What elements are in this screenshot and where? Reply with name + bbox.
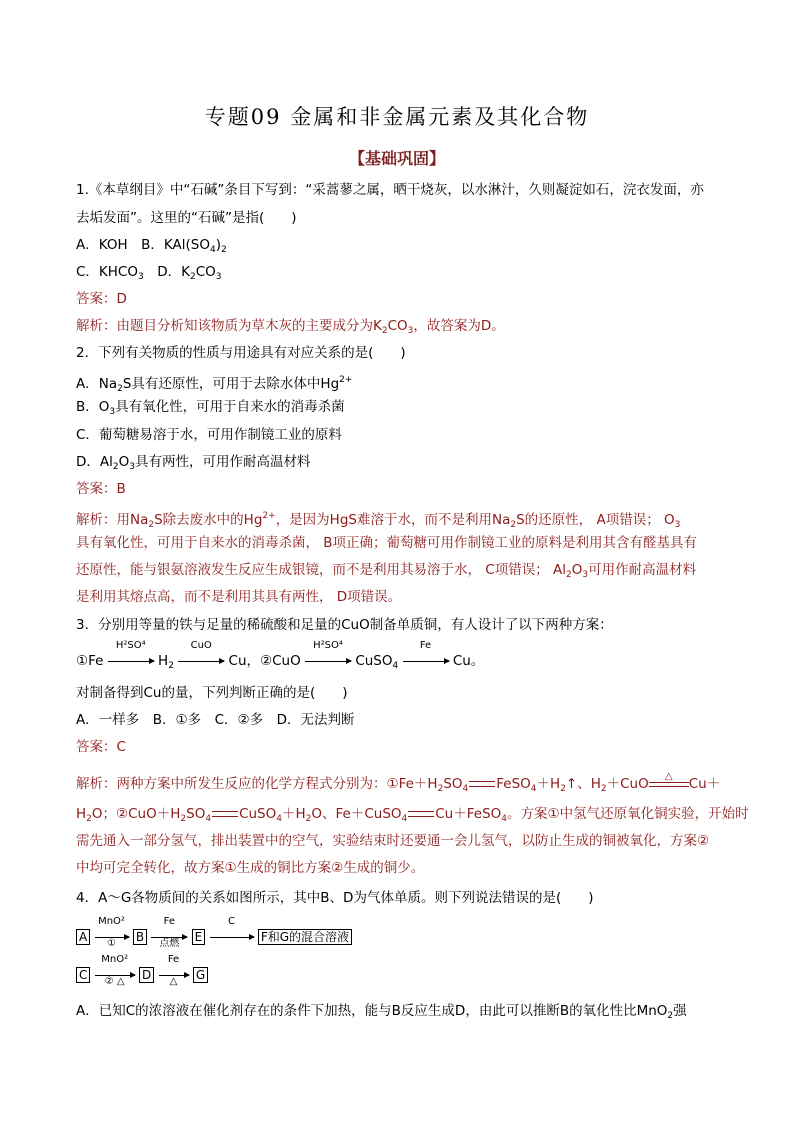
q2-option-b: B．$O_3$具有氧化性，可用于自来水的消毒杀菌 — [76, 399, 345, 417]
q3-options: A．一样多 B．①多 C．②多 D．无法判断 — [76, 712, 355, 728]
q2-answer: 答案：B — [76, 481, 126, 497]
q1-answer: 答案：D — [76, 291, 127, 307]
q4-option-a: A．已知C的浓溶液在催化剂存在的条件下加热，能与B反应生成D，由此可以推断B的氧化性比MnO$_2$强 — [76, 1003, 687, 1021]
q2-stem: 2．下列有关物质的性质与用途具有对应关系的是( ) — [76, 345, 406, 361]
section-heading: 【基础巩固】 — [348, 149, 445, 168]
node-b: B — [133, 929, 147, 945]
q2-explanation-line4: 是利用其熔点高，而不是利用其具有两性， D项错误。 — [76, 589, 402, 605]
q4-diagram-row1 — [76, 916, 352, 949]
reaction-arrow: H²SO⁴ — [305, 652, 351, 670]
node-g: G — [193, 967, 208, 983]
q4-diagram-row2 — [76, 954, 208, 987]
q1-stem-line2: 去垢发面”。这里的“石碱”是指( ) — [76, 210, 297, 226]
node-e: E — [192, 929, 206, 945]
reaction-arrow: CuO — [178, 652, 224, 670]
q1-explanation: 解析：由题目分析知该物质为草木灰的主要成分为$K_2CO_3$，故答案为D。 — [76, 318, 505, 336]
q3-explanation-line2: $H_2O$；$②CuO+H_2SO_4$ $CuSO_4+H_2O$、Fe＋CuSO$_4$ Cu＋FeSO$_4$。方案①中氢气还原氧化铜实验，开始时 — [76, 806, 749, 824]
page-title: 专题09 金属和非金属元素及其化合物 — [204, 105, 590, 129]
q2-explanation-line2: 具有氧化性，可用于自来水的消毒杀菌， B项正确；葡萄糖可用作制镜工业的原料是利用其含有醛基具有 — [76, 535, 698, 551]
reaction-arrow: MnO² ① — [95, 928, 129, 946]
q1-options-cd: C．$KHCO_3$ D．$K_2CO_3$ — [76, 264, 222, 282]
q1-stem-line1: 1.《本草纲目》中“石碱”条目下写到：“采蒿蓼之属，晒干烧灰，以水淋汁，久则凝淀如石，浣衣发面，亦 — [76, 182, 704, 198]
node-c: C — [76, 967, 90, 983]
reaction-arrow: MnO² ② △ — [95, 966, 135, 984]
node-d: D — [139, 967, 154, 983]
q3-judge: 对制备得到Cu的量，下列判断正确的是( ) — [76, 685, 348, 701]
reaction-arrow: H²SO⁴ — [108, 652, 154, 670]
q2-explanation-line1: 解析：用$Na_2S$除去废水中的$Hg^{2+}$，是因为HgS难溶于水，而不是利用$Na_2S$的还原性， A项错误； $O_3$ — [76, 511, 681, 530]
node-a: A — [76, 929, 90, 945]
q3-answer: 答案：C — [76, 739, 126, 755]
q2-explanation-line3: 还原性，能与银氨溶液发生反应生成银镜，而不是利用其易溶于水， C项错误； $Al_2O_3$可用作耐高温材料 — [76, 562, 697, 580]
reaction-arrow: Fe △ — [159, 966, 189, 984]
node-fg-mixture: F和G的混合溶液 — [258, 929, 352, 945]
q3-explanation-line1: 解析：两种方案中所发生反应的化学方程式分别为：$①Fe+H_2SO_4$ $FeSO_4+H_2↑$、$H_2+CuO$ △ Cu＋ — [76, 770, 721, 794]
reaction-arrow: C — [210, 928, 254, 946]
q2-option-d: D．$Al_2O_3$具有两性，可用作耐高温材料 — [76, 454, 311, 472]
q3-explanation-line4: 中均可完全转化，故方案①生成的铜比方案②生成的铜少。 — [76, 860, 425, 876]
heat-condition: △ — [649, 782, 689, 787]
q2-option-a: A．$Na_2S$具有还原性，可用于去除水体中$Hg^{2+}$ — [76, 375, 353, 394]
q1-options-ab: A．KOH B．$KAl(SO_4)_2$ — [76, 237, 227, 255]
q4-stem: 4．A～G各物质间的关系如图所示，其中B、D为气体单质。则下列说法错误的是( ) — [76, 890, 594, 906]
q3-explanation-line3: 需先通入一部分氢气，排出装置中的空气，实验结束时还要通一会儿氢气，以防止生成的铜被氧化，方案② — [76, 833, 710, 849]
reaction-arrow: Fe 点燃 — [151, 928, 187, 946]
reaction-arrow: Fe — [403, 652, 449, 670]
q2-option-c: C．葡萄糖易溶于水，可用作制镜工业的原料 — [76, 427, 342, 443]
q3-schemes: ①Fe H²SO⁴ $H_2$ CuO Cu，②CuO H²SO⁴ CuSO$_4$ Fe Cu。 — [76, 640, 485, 671]
q3-stem: 3．分别用等量的铁与足量的稀硫酸和足量的CuO制备单质铜，有人设计了以下两种方案： — [76, 617, 613, 633]
